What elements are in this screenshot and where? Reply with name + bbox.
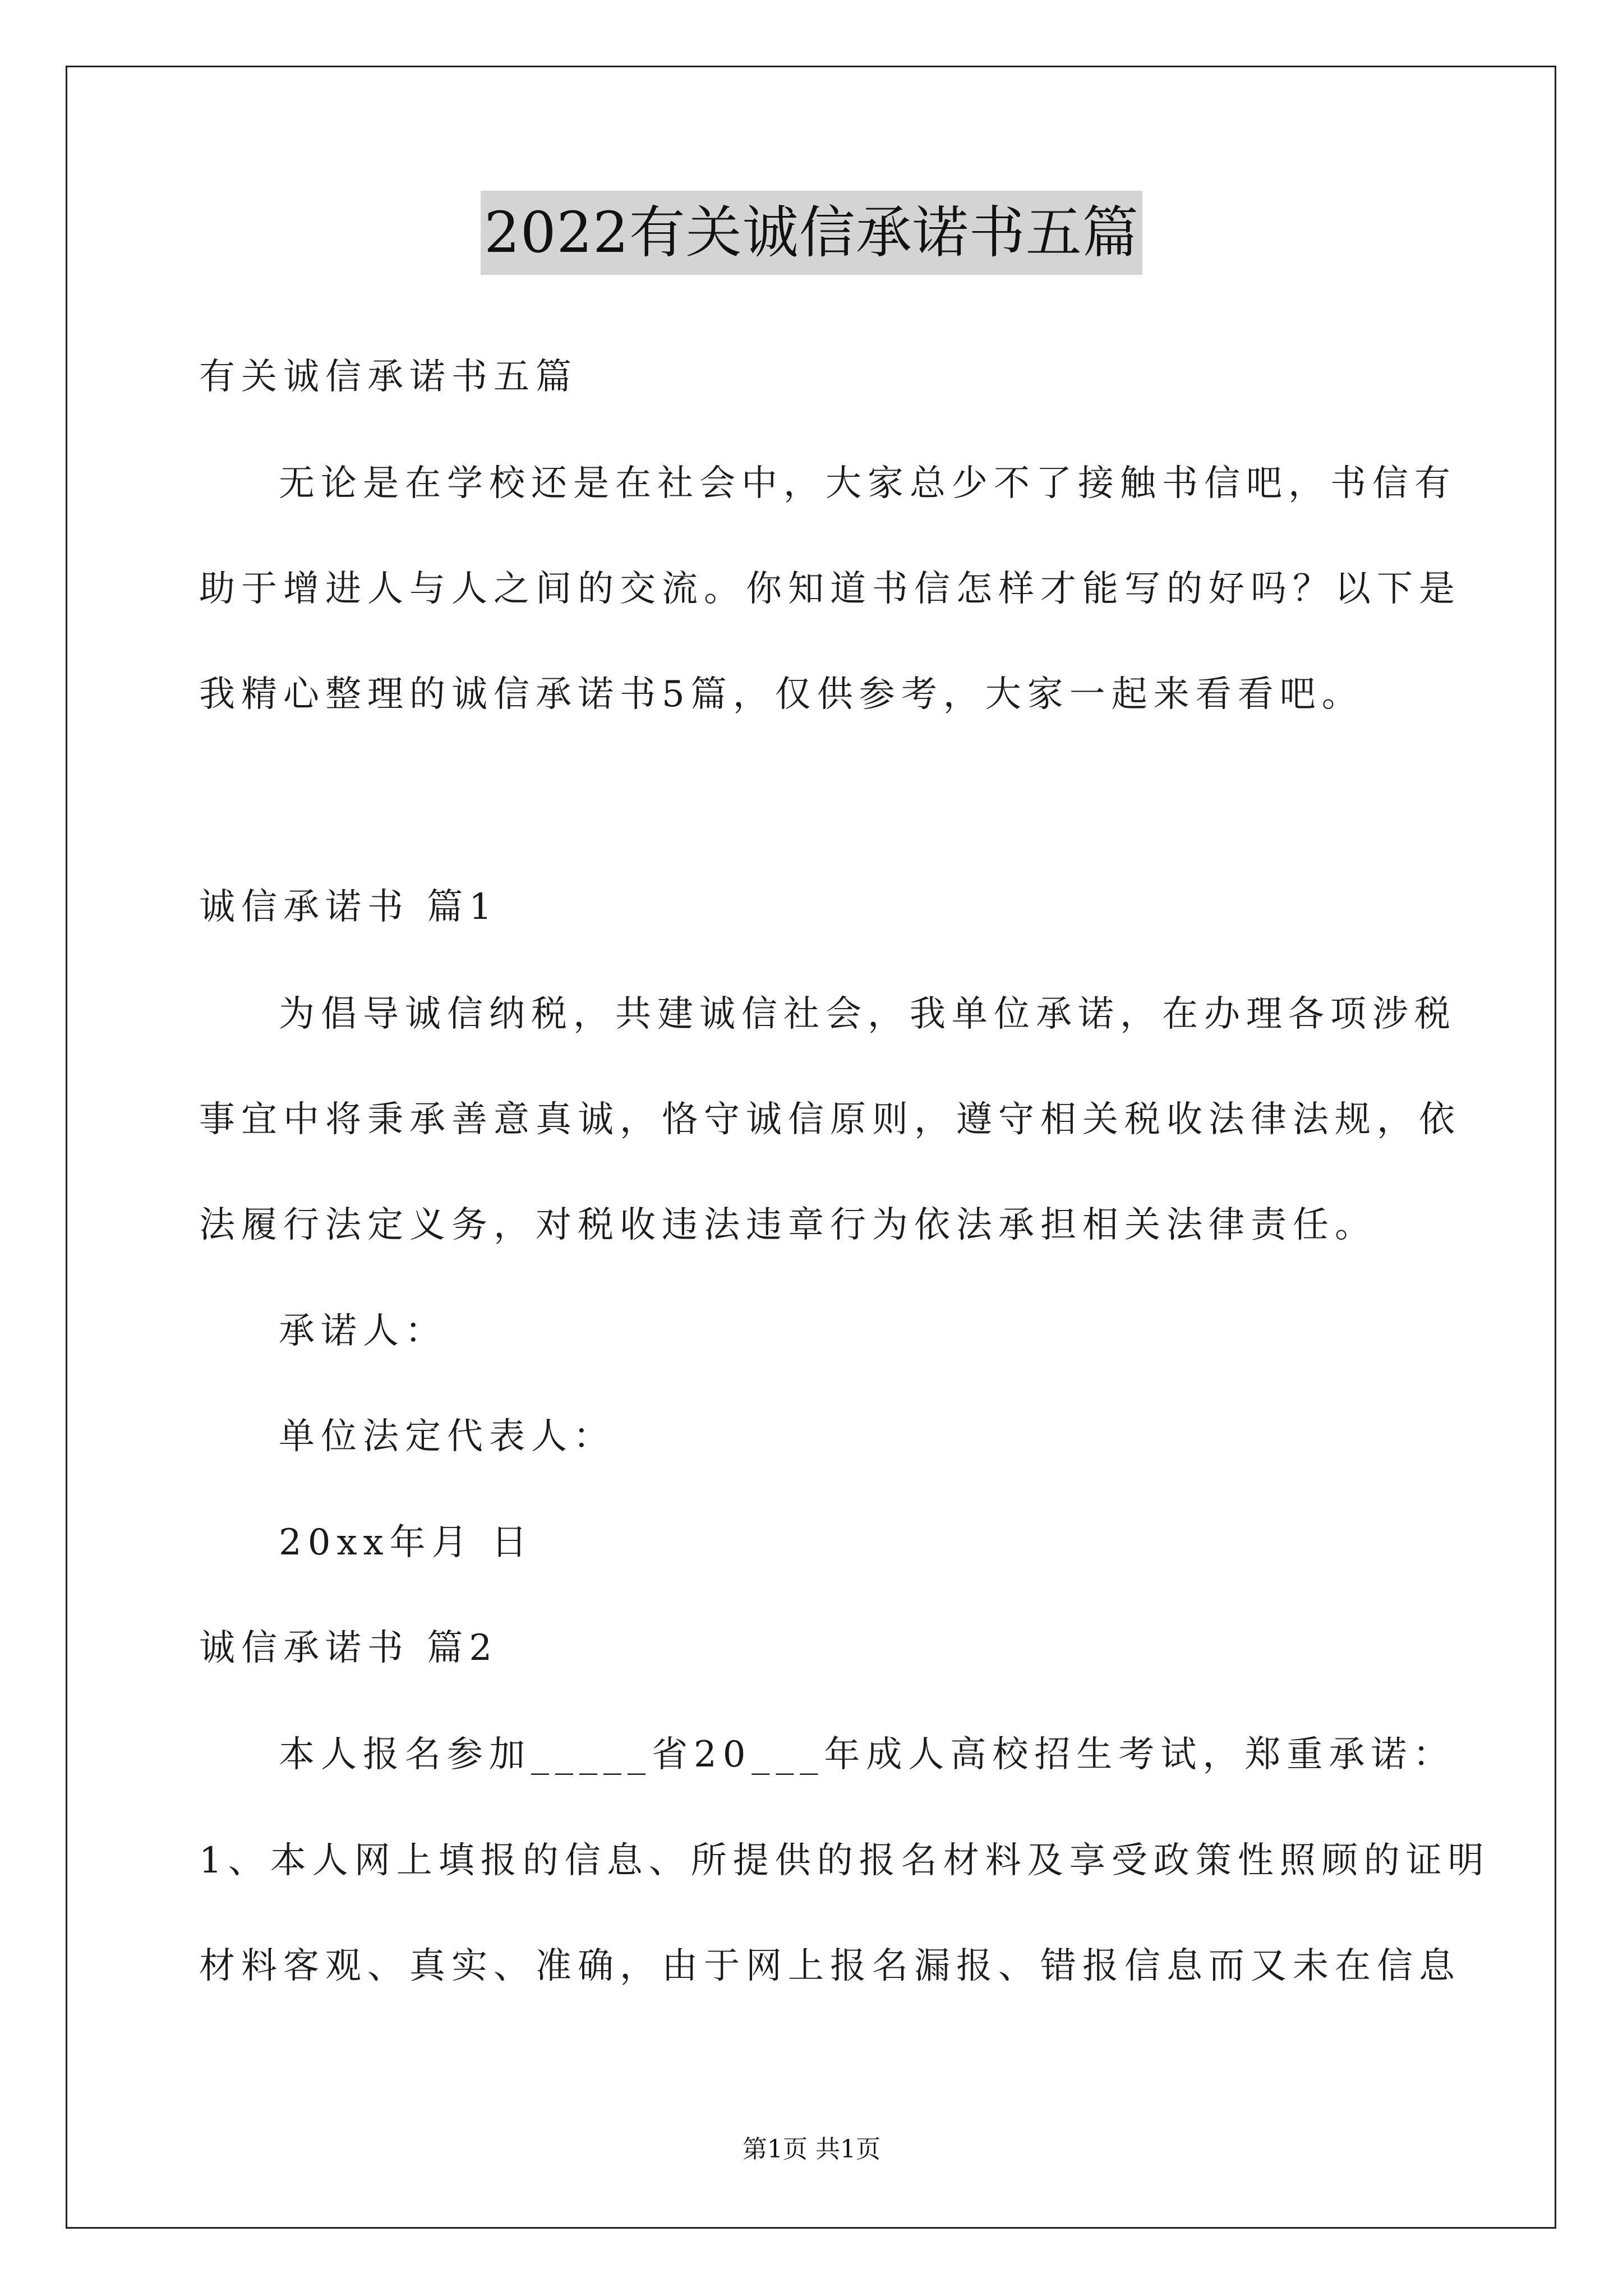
document-subtitle: 有关诚信承诺书五篇 <box>199 356 578 398</box>
title-container <box>0 191 1623 275</box>
section2-heading: 诚信承诺书 篇2 <box>199 1627 499 1669</box>
section1-body-line-3: 法履行法定义务，对税收违法违章行为依法承担相关法律责任。 <box>199 1204 1377 1246</box>
section1-body-line-1: 为倡导诚信纳税，共建诚信社会，我单位承诺，在办理各项涉税 <box>279 993 1456 1035</box>
section2-body-line-2: 1、本人网上填报的信息、所提供的报名材料及享受政策性照顾的证明 <box>199 1840 1490 1881</box>
section1-promisor-label: 承诺人： <box>279 1310 447 1352</box>
section2-body-line-1: 本人报名参加_____省20___年成人高校招生考试，郑重承诺： <box>279 1734 1455 1775</box>
section1-body-line-2: 事宜中将秉承善意真诚，恪守诚信原则，遵守相关税收法律法规，依 <box>199 1099 1461 1140</box>
intro-line-1: 无论是在学校还是在社会中，大家总少不了接触书信吧，书信有 <box>279 463 1456 504</box>
document-title: 2022有关诚信承诺书五篇 <box>481 191 1142 275</box>
section1-legal-rep-label: 单位法定代表人： <box>279 1416 615 1457</box>
section1-date-line: 20xx年月 日 <box>279 1522 533 1563</box>
section2-body-line-3: 材料客观、真实、准确，由于网上报名漏报、错报信息而又未在信息 <box>199 1945 1461 1987</box>
intro-line-3: 我精心整理的诚信承诺书5篇，仅供参考，大家一起来看看吧。 <box>199 674 1364 715</box>
page-footer: 第1页 共1页 <box>743 2135 880 2164</box>
intro-line-2: 助于增进人与人之间的交流。你知道书信怎样才能写的好吗？以下是 <box>199 568 1461 610</box>
section1-heading: 诚信承诺书 篇1 <box>199 886 499 928</box>
